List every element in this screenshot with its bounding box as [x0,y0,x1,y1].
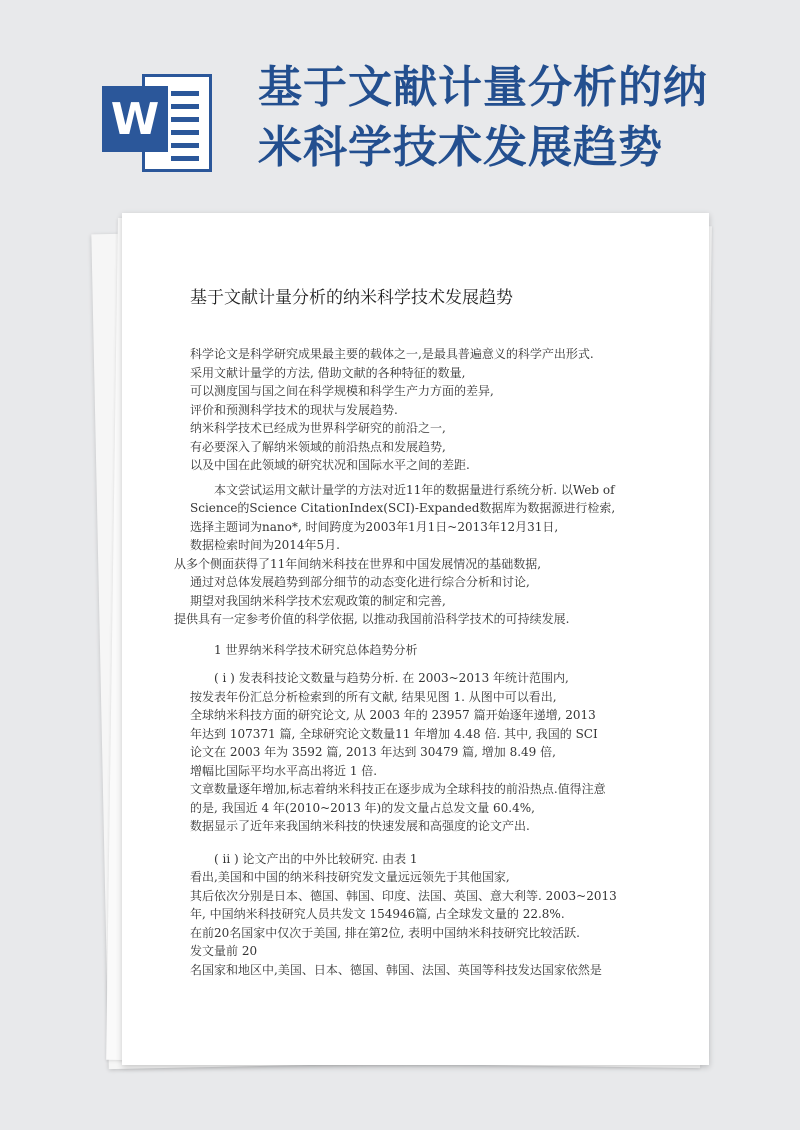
text-line: 本文尝试运用文献计量学的方法对近11年的数据量进行系统分析. 以Web of [214,482,615,497]
text-line: 增幅比国际平均水平高出将近 1 倍. [190,763,378,778]
text-line: 在前20名国家中仅次于美国, 排在第2位, 表明中国纳米科技研究比较活跃. [190,925,580,940]
text-line: 看出,美国和中国的纳米科技研究发文量远远领先于其他国家, [190,870,510,884]
document-page [122,213,709,1065]
word-document-icon [102,70,214,178]
text-line: 可以测度国与国之间在科学规模和科学生产力方面的差异, [190,384,494,398]
text-line: 采用文献计量学的方法, 借助文献的各种特征的数量, [190,365,466,380]
text-line: 发文量前 20 [190,944,258,958]
text-line: 期望对我国纳米科学技术宏观政策的制定和完善, [190,593,446,608]
text-line: 年达到 107371 篇, 全球研究论文数量11 年增加 4.48 倍. 其中, 我国的 SCI [190,726,598,741]
text-line: 评价和预测科学技术的现状与发展趋势. [190,402,398,417]
text-line: 提供具有一定参考价值的科学依据, 以推动我国前沿科学技术的可持续发展. [174,612,570,626]
paragraph-trend [190,669,695,836]
text-line: 文章数量逐年增加,标志着纳米科技正在逐步成为全球科技的前沿热点.值得注意 [190,782,606,796]
text-line: 年, 中国纳米科技研究人员共发文 154946篇, 占全球发文量的 22.8%. [190,907,565,921]
banner [0,0,800,215]
document-title: 基于文献计量分析的纳米科学技术发展趋势 [190,288,513,308]
text-line: ( i ) 发表科技论文数量与趋势分析. 在 2003~2013 年统计范围内, [214,671,569,685]
banner-title-line-2: 米科学技术发展趋势 [258,122,663,173]
text-line: 名国家和地区中,美国、日本、德国、韩国、法国、英国等科技发达国家依然是 [190,962,602,977]
document-body [174,345,695,979]
text-line: 从多个侧面获得了11年间纳米科技在世界和中国发展情况的基础数据, [174,556,542,571]
banner-title-line-1: 基于文献计量分析的纳 [258,62,708,113]
text-line: 论文在 2003 年为 3592 篇, 2013 年达到 30479 篇, 增加 8.49 倍, [190,745,556,759]
text-line: 按发表年份汇总分析检索到的所有文献, 结果见图 1. 从图中可以看出, [190,689,557,704]
word-w-badge: W [102,86,168,152]
paragraph-comparison [190,850,695,980]
text-line: 数据检索时间为2014年5月. [190,538,340,552]
text-line: 数据显示了近年来我国纳米科技的快速发展和高强度的论文产出. [190,819,530,833]
text-line: 有必要深入了解纳米领域的前沿热点和发展趋势, [190,439,446,454]
text-line: ( ii ) 论文产出的中外比较研究. 由表 1 [214,851,418,866]
text-line: 通过对总体发展趋势到部分细节的动态变化进行综合分析和讨论, [190,575,530,589]
text-line: 其后依次分别是日本、德国、韩国、印度、法国、英国、意大利等. 2003~2013 [190,888,617,903]
text-line: Science的Science CitationIndex(SCI)-Expanded数据库为数据源进行检索, [190,501,616,515]
text-line: 以及中国在此领域的研究状况和国际水平之间的差距. [190,458,470,472]
text-line: 纳米科学技术已经成为世界科学研究的前沿之一, [190,421,446,435]
text-line: 全球纳米科技方面的研究论文, 从 2003 年的 23957 篇开始逐年递增, 2013 [190,708,596,722]
banner-title [258,58,778,178]
text-line: 的是, 我国近 4 年(2010~2013 年)的发文量占总发文量 60.4%, [190,800,535,815]
section-heading: 1 世界纳米科学技术研究总体趋势分析 [214,642,418,657]
text-line: 选择主题词为nano*, 时间跨度为2003年1月1日~2013年12月31日, [190,519,559,534]
text-line: 科学论文是科学研究成果最主要的载体之一,是最具普遍意义的科学产出形式. [190,347,594,361]
paragraph-intro [190,345,695,475]
paragraph-method [174,481,695,629]
